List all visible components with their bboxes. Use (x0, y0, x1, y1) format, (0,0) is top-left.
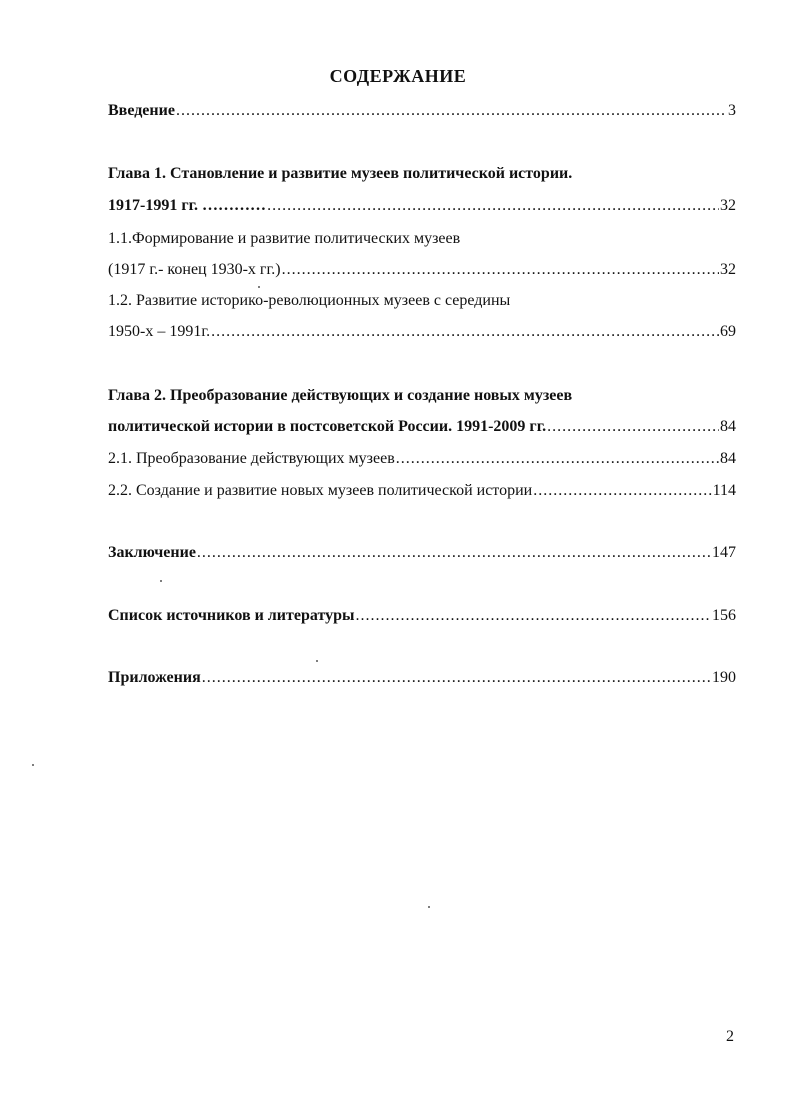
toc-entry-page: 114 (712, 482, 736, 499)
dot-leader (267, 195, 719, 217)
scan-speck (160, 580, 162, 582)
toc-chapter-1-title: Глава 1. Становление и развитие музеев политической истории. (108, 165, 573, 182)
toc-section-1-2-title: 1.2. Развитие историко-революционных музеев с середины (108, 292, 511, 309)
dot-leader (211, 321, 719, 343)
toc-entry-label: 2.1. Преобразование действующих музеев (108, 450, 395, 467)
toc-entry-chapter-2 (108, 416, 736, 438)
toc-entry-label: Список источников и литературы (108, 607, 355, 624)
toc-entry-label: 1950-х – 1991г. (108, 323, 211, 340)
dot-leader (202, 667, 711, 689)
scan-speck (32, 764, 34, 766)
dot-leader (547, 416, 719, 438)
toc-entry-label: 1917-1991 гг. ………… (108, 197, 267, 214)
toc-entry-label: политической истории в постсоветской России. 1991-2009 гг. (108, 418, 547, 435)
toc-entry-label: Заключение (108, 544, 196, 561)
toc-section-1-1-title: 1.1.Формирование и развитие политических музеев (108, 230, 461, 247)
toc-entry-page: 156 (712, 607, 736, 624)
page-number: 2 (726, 1028, 734, 1045)
dot-leader (282, 259, 719, 281)
toc-entry-sources (108, 605, 736, 627)
toc-entry-label: Введение (108, 102, 175, 119)
toc-entry-page: 32 (720, 197, 736, 214)
toc-entry-label: Приложения (108, 669, 201, 686)
toc-chapter-2-title: Глава 2. Преобразование действующих и создание новых музеев (108, 387, 573, 404)
scan-speck (258, 286, 260, 288)
toc-entry-chapter-1 (108, 195, 736, 217)
toc-entry-label: (1917 г.- конец 1930-х гг.) (108, 261, 281, 278)
toc-entry-appendix (108, 667, 736, 689)
dot-leader (176, 100, 727, 122)
toc-entry-page: 84 (720, 450, 736, 467)
dot-leader (396, 448, 719, 470)
toc-entry-page: 190 (712, 669, 736, 686)
toc-entry-page: 32 (720, 261, 736, 278)
dot-leader (533, 480, 711, 502)
toc-entry-section-1-2 (108, 321, 736, 343)
toc-entry-page: 84 (720, 418, 736, 435)
toc-entry-label: 2.2. Создание и развитие новых музеев политической истории (108, 482, 533, 499)
toc-entry-section-2-2 (108, 480, 736, 502)
scan-speck (428, 906, 430, 908)
toc-entry-page: 69 (720, 323, 736, 340)
toc-entry-page: 147 (712, 544, 736, 561)
toc-entry-page: 3 (728, 102, 736, 119)
toc-entry-section-1-1 (108, 259, 736, 281)
dot-leader (355, 605, 711, 627)
toc-entry-section-2-1 (108, 448, 736, 470)
toc-entry-intro (108, 100, 736, 122)
page-title: СОДЕРЖАНИЕ (329, 66, 467, 86)
dot-leader (197, 542, 711, 564)
toc-entry-conclusion (108, 542, 736, 564)
scan-speck (316, 660, 318, 662)
